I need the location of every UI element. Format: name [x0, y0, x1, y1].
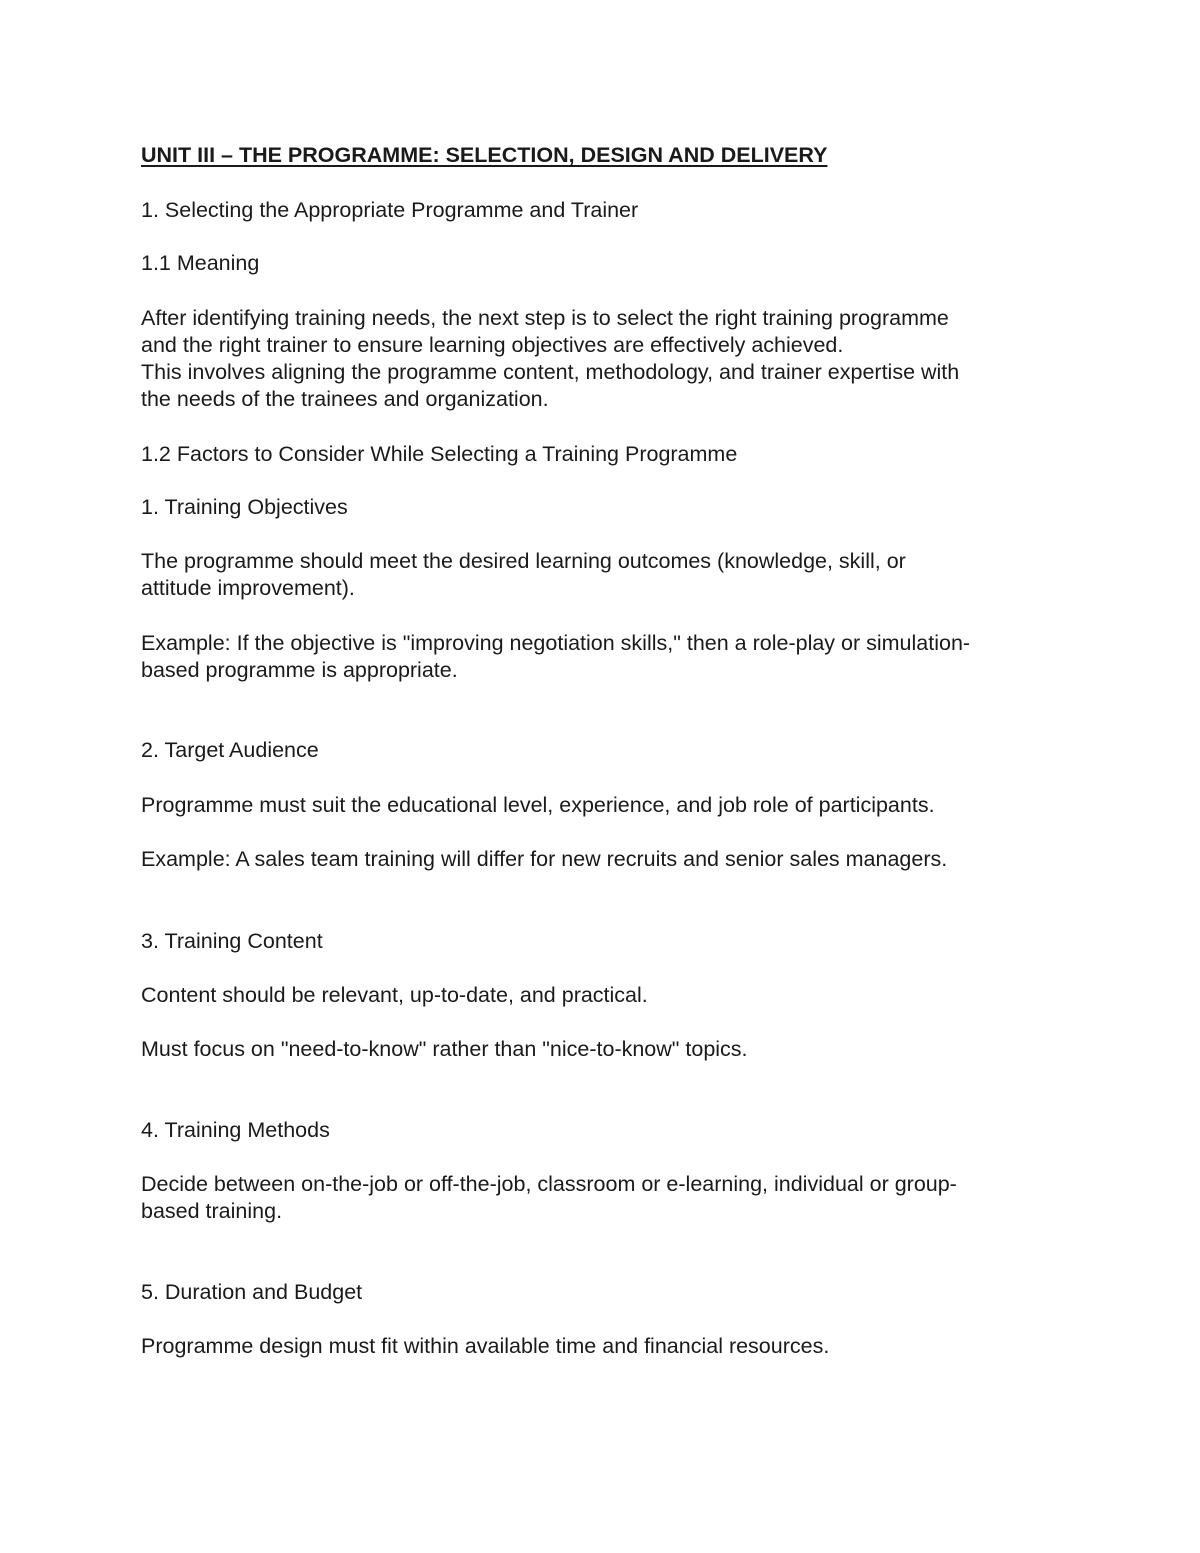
factor-example-line: based programme is appropriate. [141, 658, 458, 682]
document-title: UNIT III – THE PROGRAMME: SELECTION, DESIGN AND DELIVERY [141, 143, 828, 167]
paragraph-line: and the right trainer to ensure learning objectives are effectively achieved. [141, 333, 844, 357]
factor-heading: 5. Duration and Budget [141, 1280, 363, 1304]
factor-heading: 3. Training Content [141, 929, 323, 953]
factor-heading: 4. Training Methods [141, 1118, 330, 1142]
factor-example-line: Must focus on "need-to-know" rather than "nice-to-know" topics. [141, 1037, 748, 1061]
section-heading: 1. Selecting the Appropriate Programme and Trainer [141, 198, 639, 222]
factor-example-line: Example: A sales team training will differ for new recruits and senior sales managers. [141, 847, 948, 871]
paragraph-line: After identifying training needs, the next step is to select the right training programme [141, 306, 949, 330]
factor-text-line: attitude improvement). [141, 576, 355, 600]
subsection-heading: 1.1 Meaning [141, 251, 260, 275]
paragraph-line: the needs of the trainees and organization. [141, 387, 549, 411]
factor-heading: 2. Target Audience [141, 738, 319, 762]
factor-text-line: Programme design must fit within available time and financial resources. [141, 1334, 830, 1358]
subsection-heading: 1.2 Factors to Consider While Selecting a Training Programme [141, 442, 738, 466]
paragraph-line: This involves aligning the programme content, methodology, and trainer expertise with [141, 360, 960, 384]
factor-text-line: Decide between on-the-job or off-the-job, classroom or e-learning, individual or group- [141, 1172, 957, 1196]
factor-text-line: Content should be relevant, up-to-date, and practical. [141, 983, 648, 1007]
factor-text-line: Programme must suit the educational level, experience, and job role of participants. [141, 793, 935, 817]
factor-heading: 1. Training Objectives [141, 495, 348, 519]
factor-example-line: Example: If the objective is "improving negotiation skills," then a role-play or simulation- [141, 631, 971, 655]
factor-text-line: based training. [141, 1199, 283, 1223]
factor-text-line: The programme should meet the desired learning outcomes (knowledge, skill, or [141, 549, 906, 573]
